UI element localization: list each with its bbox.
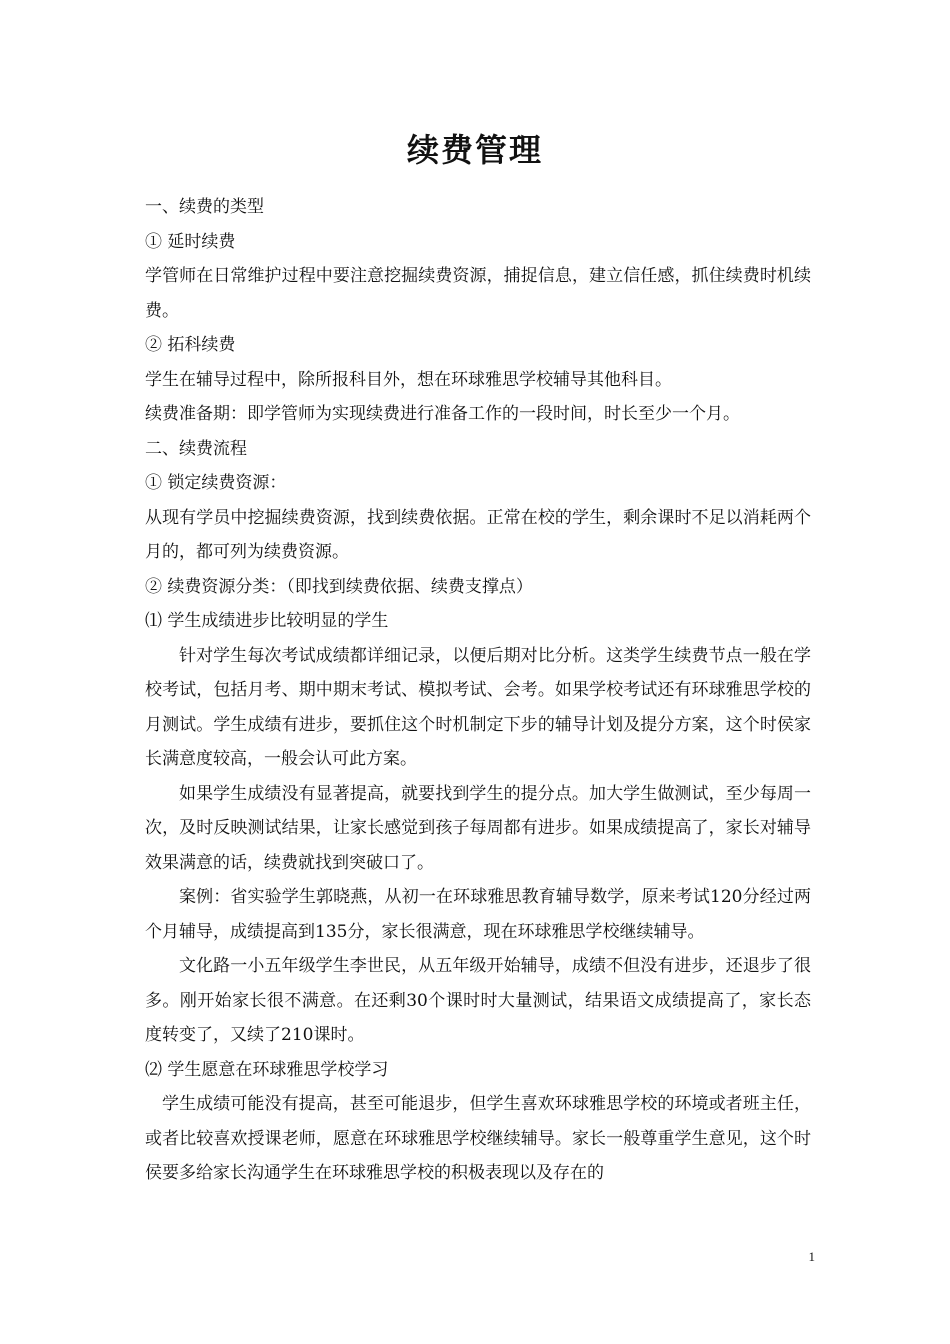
- subheading-extended-subject-renewal: ② 拓科续费: [145, 335, 236, 355]
- subheading-delayed-renewal: ① 延时续费: [145, 231, 236, 252]
- paragraph: 如果学生成绩没有显著提高，就要找到学生的提分点。加大学生做测试，至少每周一次，及时反映测试结果，让家长感觉到孩子每周都有进步。如果成绩提高了，家长对辅导效果满意的话，续费就找到突破口了。: [145, 783, 811, 873]
- paragraph: 学生在辅导过程中，除所报科目外，想在环球雅思学校辅导其他科目。: [145, 369, 672, 390]
- paragraph: 学生成绩可能没有提高，甚至可能退步，但学生喜欢环球雅思学校的环境或者班主任，或者比较喜欢授课老师，愿意在环球雅思学校继续辅导。家长一般尊重学生意见，这个时侯要多给家长沟通学生在环球雅思学校的积极表现以及存在的: [145, 1094, 811, 1183]
- paragraph-case-example: 案例：省实验学生郭晓燕，从初一在环球雅思教育辅导数学，原来考试120分经过两个月辅导，成绩提高到135分，家长很满意，现在环球雅思学校继续辅导。: [145, 887, 811, 942]
- subheading-resource-classification: ② 续费资源分类：（即找到续费依据、续费支撑点）: [145, 576, 533, 597]
- subheading-improved-students: ⑴ 学生成绩进步比较明显的学生: [145, 611, 389, 631]
- subheading-willing-students: ⑵ 学生愿意在环球雅思学校学习: [145, 1059, 389, 1080]
- page-number: 1: [808, 1249, 815, 1264]
- document-body: [145, 190, 811, 1191]
- subheading-lock-resources: ① 锁定续费资源：: [145, 473, 287, 493]
- paragraph: 从现有学员中挖掘续费资源，找到续费依据。正常在校的学生，剩余课时不足以消耗两个月的，都可列为续费资源。: [145, 507, 811, 562]
- paragraph: 针对学生每次考试成绩都详细记录，以便后期对比分析。这类学生续费节点一般在学校考试，包括月考、期中期末考试、模拟考试、会考。如果学校考试还有环球雅思学校的月测试。学生成绩有进步，要抓住这个时机制定下步的辅导计划及提分方案，这个时侯家长满意度较高，一般会认可此方案。: [145, 645, 811, 769]
- paragraph: 学管师在日常维护过程中要注意挖掘续费资源，捕捉信息，建立信任感，抓住续费时机续费。: [145, 266, 811, 321]
- section-heading-renewal-types: 一、续费的类型: [145, 197, 264, 217]
- paragraph: 续费准备期：即学管师为实现续费进行准备工作的一段时间，时长至少一个月。: [145, 404, 740, 424]
- document-title: 续费管理: [406, 131, 543, 169]
- section-heading-renewal-process: 二、续费流程: [145, 438, 247, 459]
- paragraph-case-example: 文化路一小五年级学生李世民，从五年级开始辅导，成绩不但没有进步，还退步了很多。刚开始家长很不满意。在还剩30个课时时大量测试，结果语文成绩提高了，家长态度转变了，又续了210课时。: [145, 956, 811, 1045]
